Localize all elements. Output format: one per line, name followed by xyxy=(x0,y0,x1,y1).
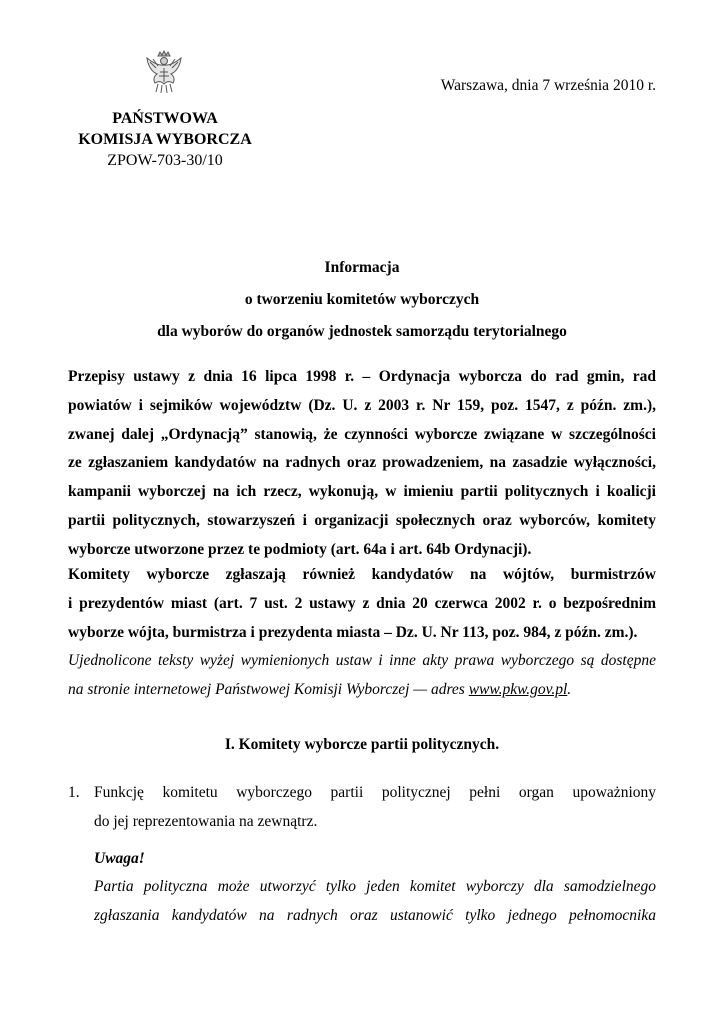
p1-line: wyborcze utworzone przez te podmioty (art. 64a i art. 64b Ordynacji). xyxy=(68,540,532,558)
item1-line2: do jej reprezentowania na zewnątrz. xyxy=(94,812,318,830)
pkw-website-link[interactable]: www.pkw.gov.pl xyxy=(468,680,568,698)
org-name-line2: KOMISJA WYBORCZA xyxy=(78,131,252,148)
p3-line1: Ujednolicone teksty wyżej wymienionych ustaw i inne akty prawa wyborczego są dostępne xyxy=(68,652,656,669)
note-label: Uwaga! xyxy=(94,849,145,867)
title-line3: dla wyborów do organów jednostek samorządu terytorialnego xyxy=(157,323,567,340)
document-date: Warszawa, dnia 7 września 2010 r. xyxy=(440,77,656,94)
item-1 xyxy=(94,779,656,931)
title-line2: o tworzeniu komitetów wyborczych xyxy=(244,291,480,308)
p1-line: powiatów i sejmików województw (Dz. U. z 2003 r. Nr 159, poz. 1547, z późn. zm.), xyxy=(68,396,656,414)
title-line1: Informacja xyxy=(324,259,400,276)
polish-eagle-emblem-icon xyxy=(144,50,184,96)
p1-line: zwanej dalej „Ordynacją” stanowią, że czynności wyborcze związane w szczególności xyxy=(68,425,656,443)
p1-line: partii politycznych, stowarzyszeń i organizacji społecznych oraz wyborców, komitety xyxy=(68,511,656,529)
item1-line1: Funkcję komitetu wyborczego partii politycznej pełni organ upoważniony xyxy=(94,784,656,801)
p1-line: Przepisy ustawy z dnia 16 lipca 1998 r. – Ordynacja wyborcza do rad gmin, rad xyxy=(68,368,656,385)
p1-line: kampanii wyborczej na ich rzecz, wykonują, w imieniu partii politycznych i koalicji xyxy=(68,483,656,501)
p3-line2 xyxy=(68,676,656,705)
document-title xyxy=(0,252,724,348)
p1-line: ze zgłaszaniem kandydatów na radnych oraz prowadzeniem, na zasadzie wyłączności, xyxy=(68,454,656,472)
item-number: 1. xyxy=(68,784,80,801)
paragraph-1 xyxy=(68,363,656,565)
paragraph-3 xyxy=(68,647,656,705)
p2-line: i prezydentów miast (art. 7 ust. 2 ustawy z dnia 20 czerwca 2002 r. o bezpośrednim xyxy=(68,594,656,612)
p2-line: Komitety wyborcze zgłaszają również kandydatów na wójtów, burmistrzów xyxy=(68,566,656,583)
note-line1: Partia polityczna może utworzyć tylko jeden komitet wyborczy dla samodzielnego xyxy=(94,878,656,896)
paragraph-2 xyxy=(68,561,656,647)
section-heading: I. Komitety wyborcze partii politycznych. xyxy=(224,736,500,753)
org-name-line1: PAŃSTWOWA xyxy=(112,110,218,127)
note-line2: zgłaszania kandydatów na radnych oraz ustanowić tylko jednego pełnomocnika xyxy=(94,907,656,925)
p2-line: wyborze wójta, burmistrza i prezydenta miasta – Dz. U. Nr 113, poz. 984, z późn. zm.). xyxy=(68,623,638,641)
p3-suffix: . xyxy=(567,680,572,698)
p3-line2-text: na stronie internetowej Państwowej Komisji Wyborczej — adres xyxy=(68,680,469,698)
reference-number: ZPOW-703-30/10 xyxy=(107,152,223,169)
